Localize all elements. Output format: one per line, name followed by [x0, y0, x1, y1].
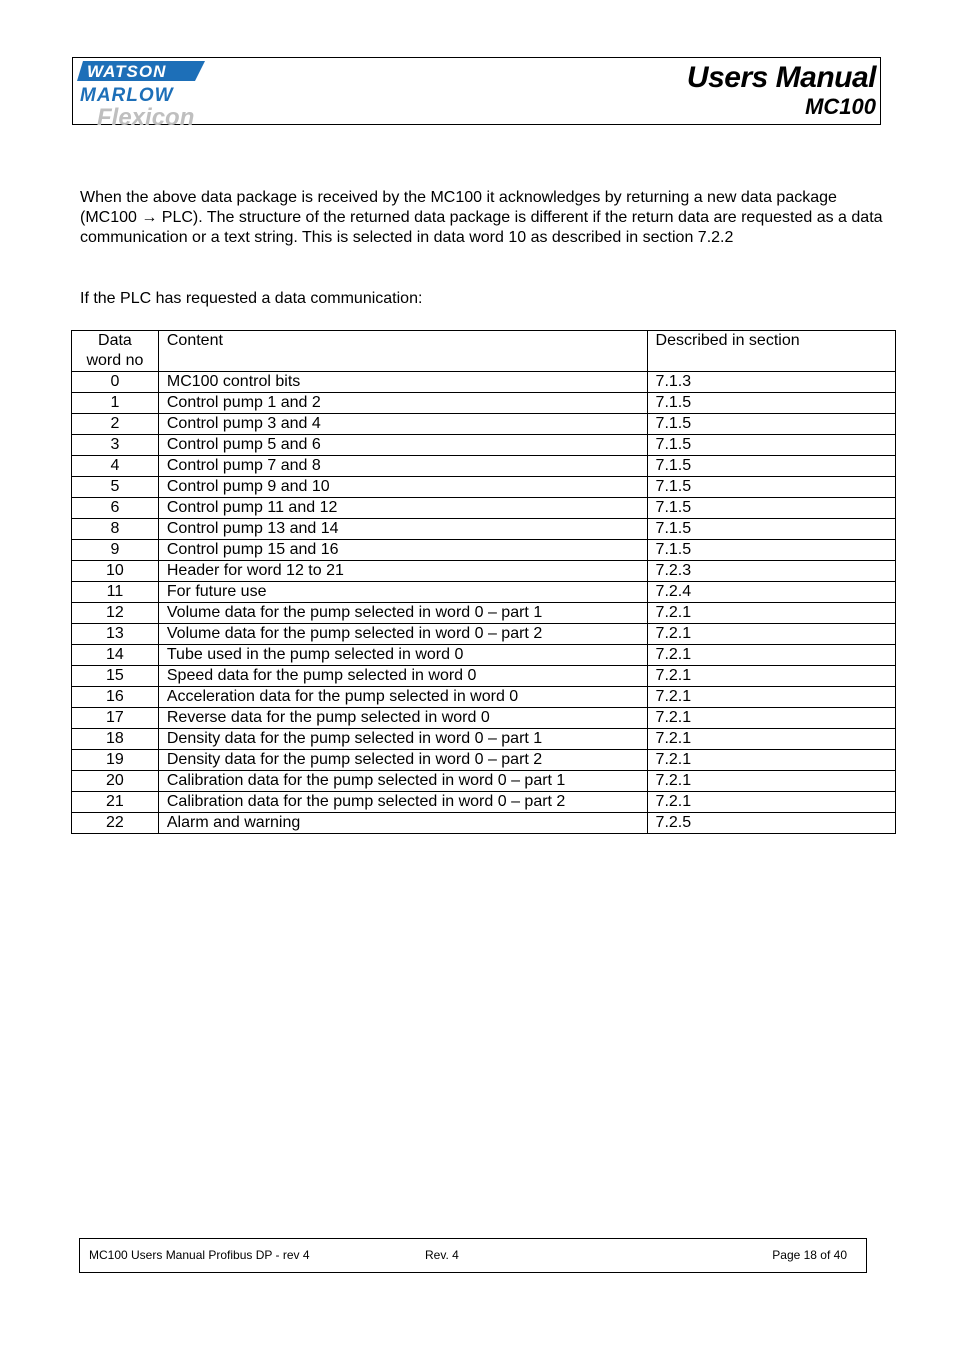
- cell-data-word: 13: [72, 624, 159, 645]
- cell-data-word: 19: [72, 750, 159, 771]
- manual-subtitle: MC100: [805, 94, 876, 119]
- cell-section: 7.2.1: [647, 603, 895, 624]
- cell-section: 7.2.4: [647, 582, 895, 603]
- table-row: [72, 603, 896, 624]
- footer-document-name: MC100 Users Manual Profibus DP - rev 4: [89, 1248, 310, 1262]
- table-row: [72, 813, 896, 834]
- table-row: [72, 372, 896, 393]
- cell-data-word: 22: [72, 813, 159, 834]
- cell-data-word: 14: [72, 645, 159, 666]
- cell-data-word: 2: [72, 414, 159, 435]
- cell-section: 7.1.3: [647, 372, 895, 393]
- table-row: [72, 771, 896, 792]
- table-row: [72, 540, 896, 561]
- cell-section: 7.2.3: [647, 561, 895, 582]
- header-data-word: Data word no: [72, 331, 159, 372]
- watson-marlow-flexicon-logo: [77, 58, 209, 126]
- cell-content: Volume data for the pump selected in word 0 – part 2: [158, 624, 647, 645]
- cell-content: Calibration data for the pump selected in word 0 – part 1: [158, 771, 647, 792]
- cell-content: Control pump 15 and 16: [158, 540, 647, 561]
- cell-content: Control pump 5 and 6: [158, 435, 647, 456]
- cell-content: Control pump 9 and 10: [158, 477, 647, 498]
- cell-section: 7.1.5: [647, 456, 895, 477]
- cell-content: Tube used in the pump selected in word 0: [158, 645, 647, 666]
- table-row: [72, 519, 896, 540]
- cell-content: Acceleration data for the pump selected in word 0: [158, 687, 647, 708]
- cell-section: 7.1.5: [647, 498, 895, 519]
- table-row: [72, 666, 896, 687]
- cell-section: 7.2.1: [647, 624, 895, 645]
- cell-content: Volume data for the pump selected in word 0 – part 1: [158, 603, 647, 624]
- cell-section: 7.2.5: [647, 813, 895, 834]
- cell-data-word: 4: [72, 456, 159, 477]
- svg-text:Flexicon: Flexicon: [97, 104, 195, 126]
- cell-content: For future use: [158, 582, 647, 603]
- table-row: [72, 708, 896, 729]
- cell-data-word: 16: [72, 687, 159, 708]
- table-row: [72, 561, 896, 582]
- cell-content: Reverse data for the pump selected in word 0: [158, 708, 647, 729]
- table-row: [72, 729, 896, 750]
- page-header: [72, 57, 881, 125]
- cell-content: Speed data for the pump selected in word 0: [158, 666, 647, 687]
- cell-data-word: 20: [72, 771, 159, 792]
- cell-section: 7.1.5: [647, 477, 895, 498]
- cell-content: Control pump 13 and 14: [158, 519, 647, 540]
- cell-content: Control pump 1 and 2: [158, 393, 647, 414]
- table-row: [72, 792, 896, 813]
- cell-section: 7.1.5: [647, 540, 895, 561]
- table-row: [72, 414, 896, 435]
- cell-data-word: 5: [72, 477, 159, 498]
- table-row: [72, 393, 896, 414]
- table-row: [72, 750, 896, 771]
- cell-section: 7.1.5: [647, 519, 895, 540]
- footer-page-number: Page 18 of 40: [772, 1248, 847, 1262]
- cell-content: Alarm and warning: [158, 813, 647, 834]
- cell-section: 7.2.1: [647, 750, 895, 771]
- table-row: [72, 645, 896, 666]
- cell-data-word: 15: [72, 666, 159, 687]
- cell-data-word: 3: [72, 435, 159, 456]
- cell-section: 7.1.5: [647, 435, 895, 456]
- cell-content: Control pump 7 and 8: [158, 456, 647, 477]
- page-footer: [79, 1238, 867, 1273]
- cell-data-word: 6: [72, 498, 159, 519]
- table-header-row: [72, 331, 896, 372]
- cell-data-word: 10: [72, 561, 159, 582]
- cell-data-word: 18: [72, 729, 159, 750]
- cell-content: MC100 control bits: [158, 372, 647, 393]
- cell-data-word: 8: [72, 519, 159, 540]
- cell-data-word: 1: [72, 393, 159, 414]
- cell-data-word: 21: [72, 792, 159, 813]
- table-row: [72, 498, 896, 519]
- cell-data-word: 0: [72, 372, 159, 393]
- cell-content: Header for word 12 to 21: [158, 561, 647, 582]
- cell-section: 7.2.1: [647, 708, 895, 729]
- cell-section: 7.2.1: [647, 792, 895, 813]
- cell-content: Density data for the pump selected in word 0 – part 1: [158, 729, 647, 750]
- data-word-table: [71, 330, 896, 834]
- footer-revision: Rev. 4: [425, 1248, 459, 1262]
- cell-data-word: 12: [72, 603, 159, 624]
- cell-data-word: 9: [72, 540, 159, 561]
- table-row: [72, 624, 896, 645]
- cell-section: 7.1.5: [647, 393, 895, 414]
- header-content: Content: [158, 331, 647, 372]
- cell-data-word: 11: [72, 582, 159, 603]
- data-communication-paragraph: If the PLC has requested a data communication:: [80, 290, 423, 307]
- svg-text:WATSON: WATSON: [87, 62, 167, 81]
- intro-paragraph: When the above data package is received by the MC100 it acknowledges by returning a new data package (MC100 → PLC). The structure of the returned data package is different if the return data are requested as a data communication or a text string. This is selected in data word 10 as described in section 7.2.2: [80, 189, 883, 246]
- cell-section: 7.2.1: [647, 771, 895, 792]
- cell-content: Control pump 11 and 12: [158, 498, 647, 519]
- header-described-in-section: Described in section: [647, 331, 895, 372]
- cell-section: 7.2.1: [647, 687, 895, 708]
- cell-section: 7.2.1: [647, 666, 895, 687]
- cell-section: 7.1.5: [647, 414, 895, 435]
- table-row: [72, 687, 896, 708]
- table-row: [72, 582, 896, 603]
- manual-title: Users Manual: [686, 61, 876, 94]
- cell-section: 7.2.1: [647, 645, 895, 666]
- title-block: [687, 61, 876, 119]
- cell-content: Control pump 3 and 4: [158, 414, 647, 435]
- table-row: [72, 477, 896, 498]
- cell-section: 7.2.1: [647, 729, 895, 750]
- table-row: [72, 456, 896, 477]
- cell-data-word: 17: [72, 708, 159, 729]
- svg-text:MARLOW: MARLOW: [80, 85, 174, 106]
- table-row: [72, 435, 896, 456]
- cell-content: Calibration data for the pump selected in word 0 – part 2: [158, 792, 647, 813]
- cell-content: Density data for the pump selected in word 0 – part 2: [158, 750, 647, 771]
